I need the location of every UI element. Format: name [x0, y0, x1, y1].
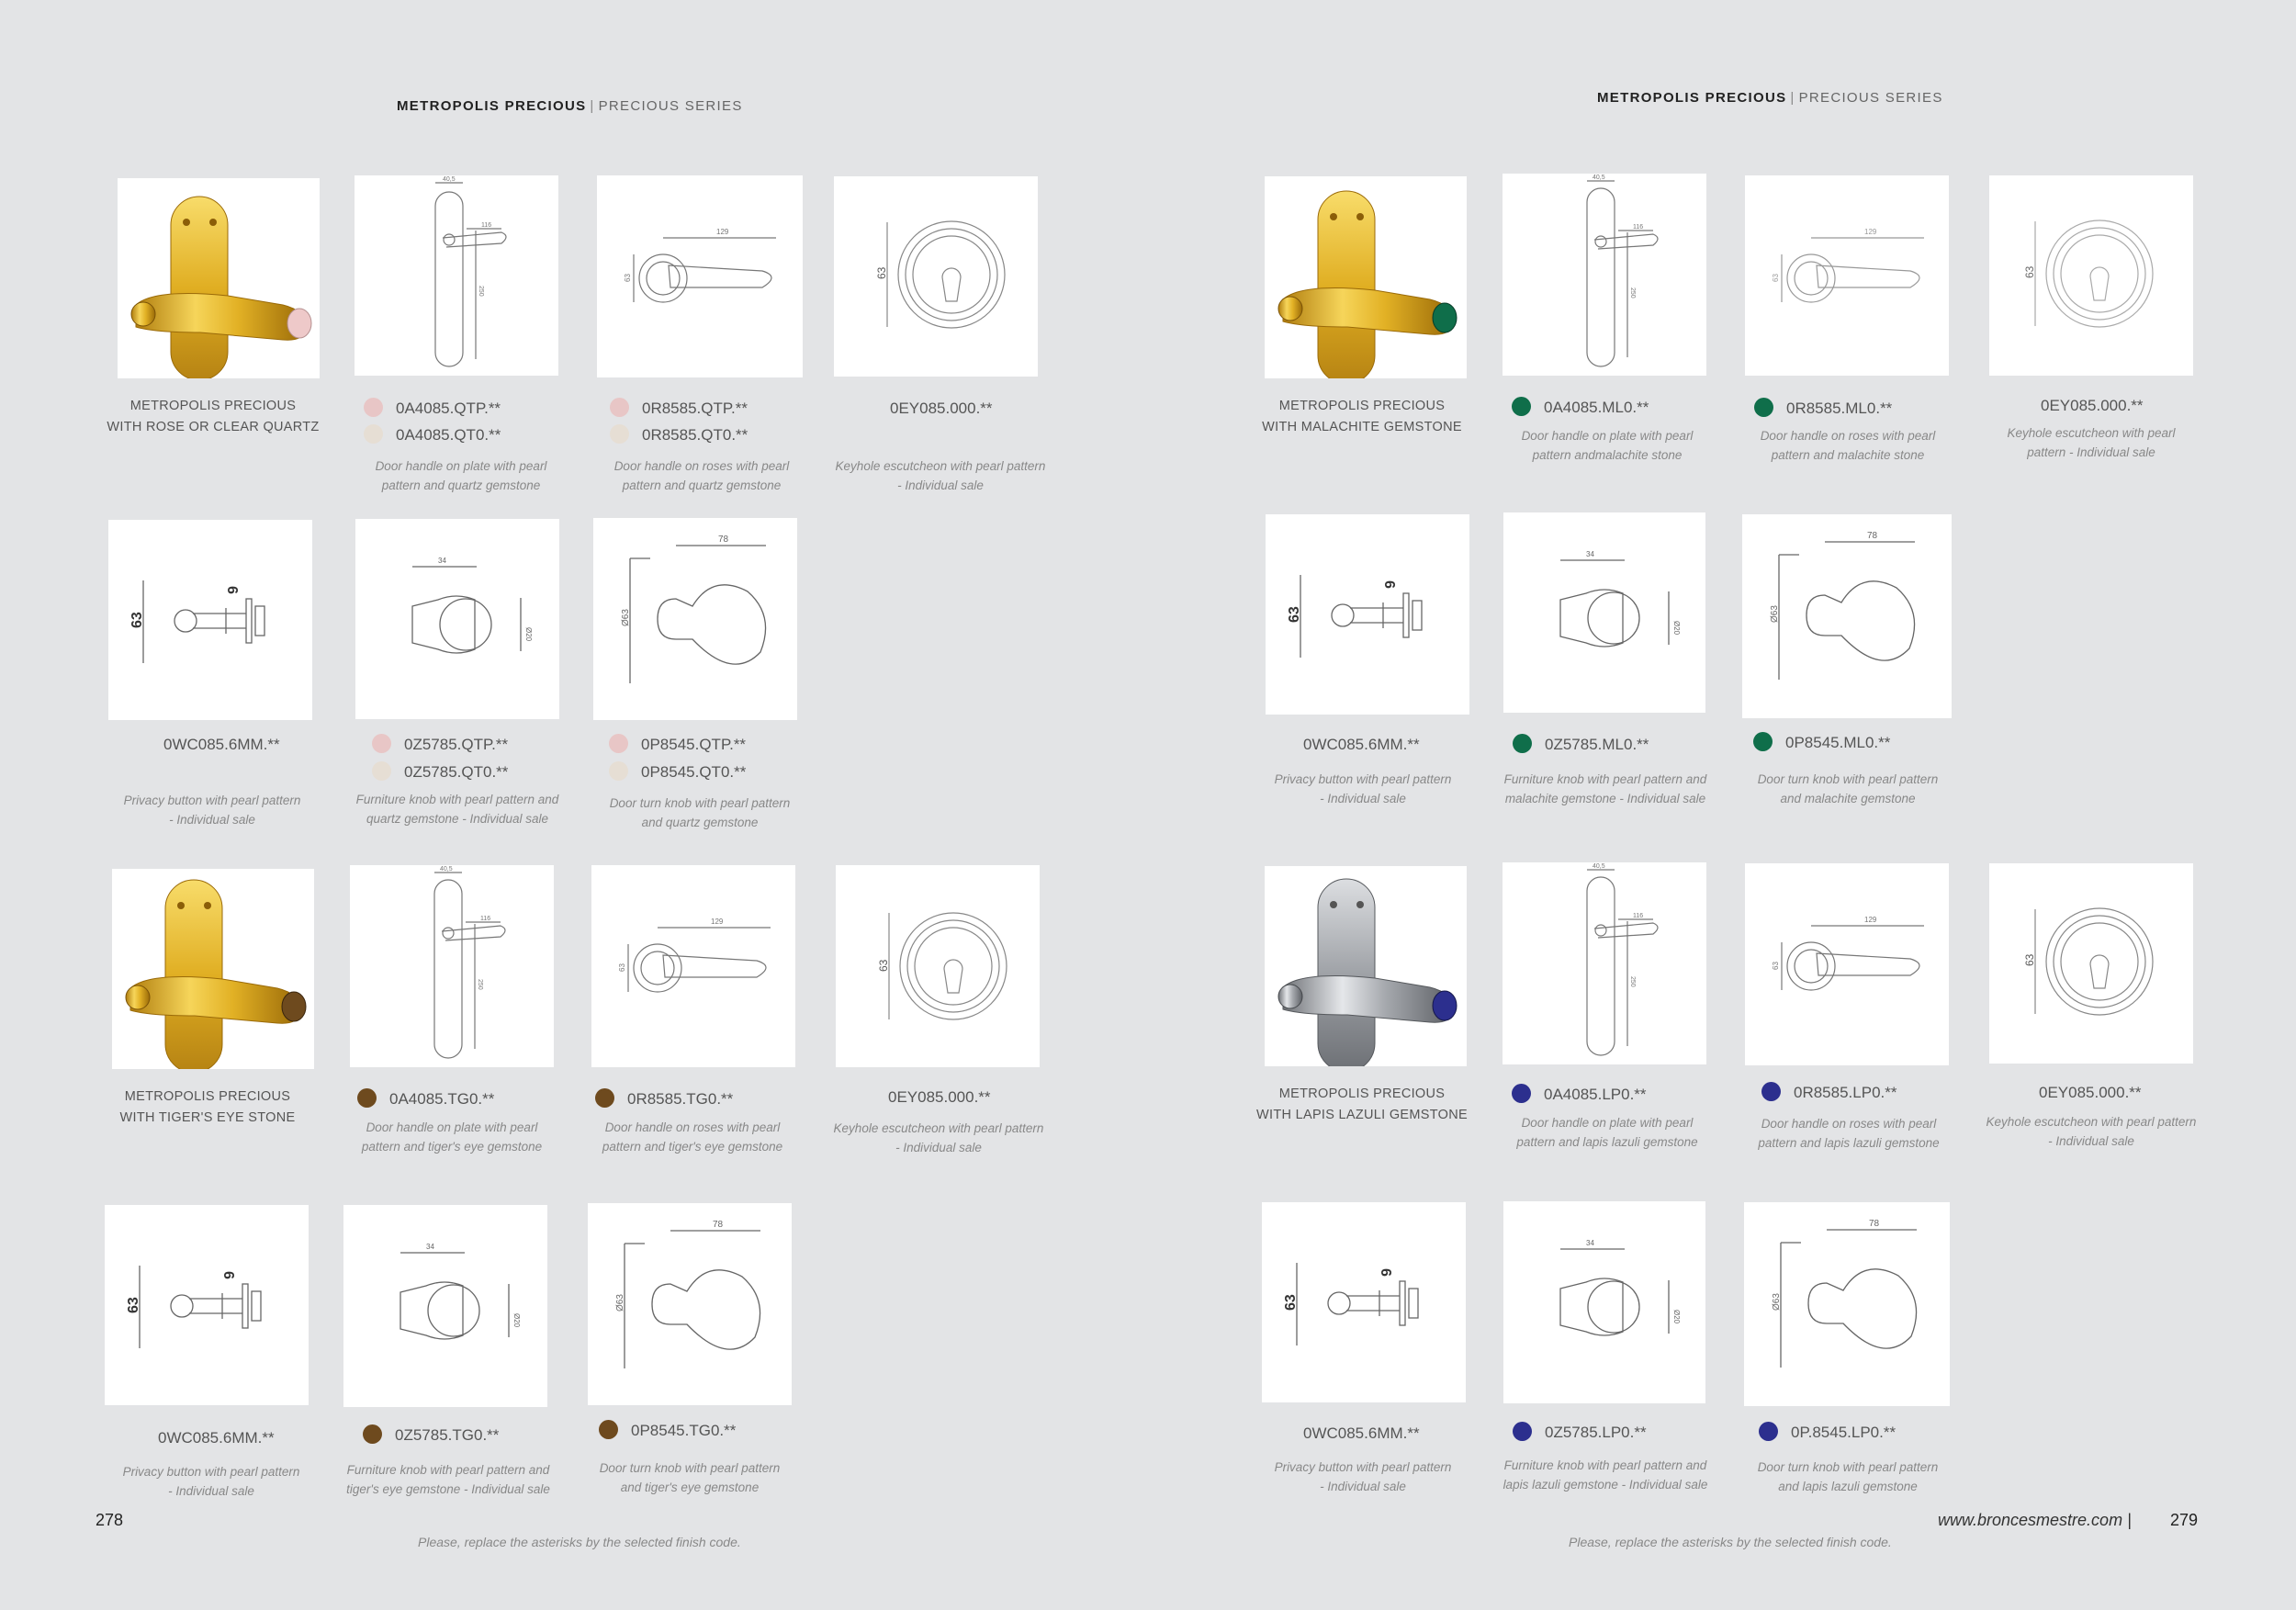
product-code: 0P8545.QTP.**: [609, 732, 746, 758]
svg-text:129: 129: [716, 228, 729, 236]
lapis-lazuli-swatch-icon: [1513, 1422, 1532, 1441]
product-code: 0Z5785.QTP.**: [372, 732, 508, 758]
product-description: Privacy button with pearl pattern - Individual sale: [123, 794, 301, 827]
svg-text:Ø63: Ø63: [621, 609, 631, 626]
drawing-keyhole-escutcheon: [834, 176, 1038, 377]
tigers-eye-swatch-icon: [595, 1088, 614, 1108]
lapis-lazuli-swatch-icon: [1759, 1422, 1778, 1441]
product-description: Door turn knob with pearl pattern and lapis lazuli gemstone: [1757, 1460, 1939, 1493]
drawing-handle-on-rose: [591, 865, 795, 1067]
product-description: Door handle on plate with pearl pattern andmalachite stone: [1521, 429, 1694, 462]
drawing-door-turn-knob: [593, 518, 797, 720]
website-separator: |: [2127, 1511, 2132, 1529]
drawing-door-turn-knob: [1744, 1202, 1950, 1406]
website-link[interactable]: www.broncesmestre.com |: [1938, 1511, 2132, 1529]
svg-text:250: 250: [1629, 976, 1636, 987]
drawing-handle-on-plate: [350, 865, 554, 1067]
product-description: Door handle on roses with pearl pattern and malachite stone: [1760, 429, 1936, 462]
svg-text:63: 63: [1772, 274, 1780, 282]
svg-text:Ø63: Ø63: [1770, 605, 1780, 623]
product-code: 0A4085.TG0.**: [357, 1086, 494, 1112]
product-description: Door handle on plate with pearl pattern and tiger's eye gemstone: [361, 1120, 543, 1154]
product-code: 0A4085.QTP.**: [364, 396, 501, 422]
drawing-privacy-button: [105, 1205, 309, 1405]
svg-text:250: 250: [478, 286, 484, 297]
svg-text:116: 116: [480, 916, 491, 922]
svg-text:129: 129: [1864, 916, 1877, 924]
product-description: Door turn knob with pearl pattern and tiger's eye gemstone: [599, 1461, 781, 1494]
svg-text:250: 250: [1629, 287, 1636, 298]
product-code: 0R8585.TG0.**: [595, 1086, 733, 1112]
drawing-door-turn-knob: [1742, 514, 1952, 718]
drawing-privacy-button: [1266, 514, 1469, 715]
svg-text:6: 6: [224, 586, 240, 594]
drawing-privacy-button: [1262, 1202, 1466, 1402]
rose-quartz-swatch-icon: [609, 734, 628, 753]
drawing-handle-on-plate: [355, 175, 558, 376]
product-code: 0WC085.6MM.**: [1303, 1424, 1420, 1442]
right-page: [1148, 0, 2296, 1610]
svg-text:34: 34: [426, 1243, 434, 1251]
page-number: 278: [96, 1511, 124, 1529]
lapis-lazuli-swatch-icon: [1761, 1082, 1781, 1101]
product-description: Door turn knob with pearl pattern and malachite gemstone: [1757, 772, 1939, 805]
product-code: 0Z5785.ML0.**: [1513, 732, 1649, 758]
product-description: Privacy button with pearl pattern - Individual sale: [122, 1465, 300, 1498]
header-series: PRECIOUS SERIES: [598, 98, 743, 114]
svg-text:78: 78: [713, 1220, 724, 1230]
product-code: 0EY085.000.**: [2041, 397, 2144, 414]
header-brand: METROPOLIS PRECIOUS: [1597, 90, 1787, 106]
product-code: 0A4085.LP0.**: [1512, 1082, 1647, 1108]
product-code: 0EY085.000.**: [2039, 1084, 2142, 1101]
drawing-keyhole-escutcheon: [836, 865, 1040, 1067]
footnote: Please, replace the asterisks by the selected finish code.: [1569, 1535, 1892, 1549]
svg-text:Ø20: Ø20: [512, 1313, 521, 1328]
product-description: Door handle on plate with pearl pattern and quartz gemstone: [375, 459, 547, 492]
product-description: Privacy button with pearl pattern - Individual sale: [1274, 772, 1452, 805]
product-description: Keyhole escutcheon with pearl pattern - Individual sale: [833, 1121, 1044, 1154]
malachite-swatch-icon: [1513, 734, 1532, 753]
svg-text:40,5: 40,5: [1593, 175, 1605, 181]
page-number: 279: [2170, 1511, 2199, 1529]
product-title: METROPOLIS PRECIOUS WITH LAPIS LAZULI GEMSTONE: [1256, 1086, 1468, 1122]
drawing-handle-on-rose: [597, 175, 803, 377]
product-code: 0EY085.000.**: [888, 1088, 991, 1106]
product-code: 0R8585.ML0.**: [1754, 396, 1892, 422]
svg-text:63: 63: [1287, 606, 1302, 623]
tigers-eye-swatch-icon: [363, 1424, 382, 1444]
header-brand: METROPOLIS PRECIOUS: [397, 98, 587, 114]
drawing-door-turn-knob: [588, 1203, 792, 1405]
clear-quartz-swatch-icon: [372, 761, 391, 781]
svg-text:116: 116: [1633, 224, 1644, 231]
svg-text:129: 129: [1864, 228, 1877, 236]
product-code: 0WC085.6MM.**: [158, 1429, 275, 1447]
rose-quartz-swatch-icon: [372, 734, 391, 753]
drawing-furniture-knob: [1503, 1201, 1705, 1403]
svg-text:Ø20: Ø20: [1672, 621, 1681, 636]
drawing-handle-on-plate: [1503, 862, 1706, 1064]
page-header: METROPOLIS PRECIOUS | PRECIOUS SERIES: [397, 98, 743, 114]
page-header: METROPOLIS PRECIOUS | PRECIOUS SERIES: [1597, 90, 1943, 106]
drawing-furniture-knob: [343, 1205, 547, 1407]
malachite-swatch-icon: [1753, 732, 1773, 751]
drawing-handle-on-plate: [1503, 174, 1706, 376]
svg-text:Ø20: Ø20: [524, 627, 533, 642]
clear-quartz-swatch-icon: [364, 424, 383, 444]
svg-text:6: 6: [1378, 1268, 1393, 1277]
svg-text:6: 6: [1381, 580, 1397, 589]
product-description: Door turn knob with pearl pattern and quartz gemstone: [609, 796, 791, 829]
svg-text:116: 116: [481, 222, 492, 229]
product-code: 0Z5785.LP0.**: [1513, 1420, 1647, 1446]
svg-text:63: 63: [2023, 265, 2036, 278]
drawing-handle-on-rose: [1745, 175, 1949, 376]
product-code: 0WC085.6MM.**: [163, 736, 280, 753]
drawing-furniture-knob: [355, 519, 559, 719]
product-photo-gold-malachite: [1265, 176, 1467, 378]
svg-text:63: 63: [126, 1297, 141, 1313]
svg-text:63: 63: [877, 959, 890, 972]
product-description: Door handle on roses with pearl pattern and quartz gemstone: [613, 459, 790, 492]
product-description: Door handle on plate with pearl pattern and lapis lazuli gemstone: [1516, 1116, 1698, 1149]
svg-text:63: 63: [624, 274, 632, 282]
svg-text:78: 78: [1867, 531, 1878, 541]
product-code: 0P8545.ML0.**: [1753, 730, 1890, 756]
product-photo-gold-rose-quartz: [118, 178, 320, 378]
lapis-lazuli-swatch-icon: [1512, 1084, 1531, 1103]
clear-quartz-swatch-icon: [610, 424, 629, 444]
svg-text:63: 63: [875, 266, 888, 279]
product-description: Furniture knob with pearl pattern and tiger's eye gemstone - Individual sale: [346, 1463, 550, 1496]
product-code: 0A4085.ML0.**: [1512, 395, 1649, 421]
product-photo-gold-tigers-eye: [112, 869, 314, 1069]
rose-quartz-swatch-icon: [610, 398, 629, 417]
drawing-handle-on-rose: [1745, 863, 1949, 1065]
svg-text:78: 78: [1869, 1219, 1880, 1229]
product-code: 0R8585.LP0.**: [1761, 1080, 1896, 1106]
svg-text:Ø20: Ø20: [1672, 1310, 1681, 1324]
tigers-eye-swatch-icon: [599, 1420, 618, 1439]
product-code: 0P.8545.LP0.**: [1759, 1420, 1896, 1446]
product-description: Furniture knob with pearl pattern and lapis lazuli gemstone - Individual sale: [1503, 1458, 1708, 1492]
svg-text:63: 63: [2023, 953, 2036, 966]
product-title: METROPOLIS PRECIOUS WITH MALACHITE GEMSTONE: [1262, 399, 1462, 434]
footnote: Please, replace the asterisks by the selected finish code.: [418, 1535, 741, 1549]
svg-text:Ø63: Ø63: [615, 1294, 625, 1312]
svg-text:34: 34: [438, 557, 446, 565]
product-title: METROPOLIS PRECIOUS WITH TIGER'S EYE STONE: [119, 1089, 296, 1125]
product-description: Keyhole escutcheon with pearl pattern - Individual sale: [1986, 1115, 2197, 1148]
svg-text:63: 63: [1772, 962, 1780, 970]
svg-text:34: 34: [1586, 1239, 1594, 1247]
product-code: 0P8545.TG0.**: [599, 1418, 736, 1444]
svg-text:40,5: 40,5: [1593, 863, 1605, 870]
product-code: 0WC085.6MM.**: [1303, 736, 1420, 753]
svg-text:116: 116: [1633, 913, 1644, 919]
svg-text:6: 6: [220, 1271, 236, 1279]
drawing-privacy-button: [108, 520, 312, 720]
svg-text:78: 78: [718, 535, 729, 545]
tigers-eye-swatch-icon: [357, 1088, 377, 1108]
product-code: 0Z5785.TG0.**: [363, 1423, 499, 1448]
malachite-swatch-icon: [1512, 397, 1531, 416]
header-series: PRECIOUS SERIES: [1798, 90, 1943, 106]
drawing-keyhole-escutcheon: [1989, 863, 2193, 1064]
product-description: Keyhole escutcheon with pearl pattern - Individual sale: [835, 459, 1046, 492]
product-description: Door handle on roses with pearl pattern and tiger's eye gemstone: [602, 1120, 783, 1154]
product-code: 0Z5785.QT0.**: [372, 760, 508, 785]
svg-text:250: 250: [477, 979, 483, 990]
svg-text:63: 63: [1283, 1294, 1299, 1311]
svg-text:63: 63: [618, 963, 626, 972]
svg-text:40,5: 40,5: [440, 866, 453, 873]
product-code: 0EY085.000.**: [890, 400, 993, 417]
product-code: 0P8545.QT0.**: [609, 760, 746, 785]
product-description: Keyhole escutcheon with pearl pattern - Individual sale: [2007, 426, 2176, 459]
svg-text:34: 34: [1586, 550, 1594, 558]
svg-text:63: 63: [129, 612, 145, 628]
drawing-keyhole-escutcheon: [1989, 175, 2193, 376]
rose-quartz-swatch-icon: [364, 398, 383, 417]
svg-text:40,5: 40,5: [443, 176, 456, 183]
drawing-furniture-knob: [1503, 512, 1705, 713]
product-photo-chrome-lapis: [1265, 866, 1467, 1066]
svg-text:Ø63: Ø63: [1772, 1293, 1782, 1311]
product-code: 0A4085.QT0.**: [364, 422, 501, 448]
malachite-swatch-icon: [1754, 398, 1773, 417]
clear-quartz-swatch-icon: [609, 761, 628, 781]
product-description: Furniture knob with pearl pattern and quartz gemstone - Individual sale: [355, 793, 559, 826]
svg-text:129: 129: [711, 918, 724, 926]
product-description: Door handle on roses with pearl pattern and lapis lazuli gemstone: [1758, 1117, 1940, 1150]
product-title: METROPOLIS PRECIOUS WITH ROSE OR CLEAR QUARTZ: [107, 399, 320, 434]
product-code: 0R8585.QT0.**: [610, 422, 748, 448]
product-code: 0R8585.QTP.**: [610, 396, 748, 422]
product-description: Privacy button with pearl pattern - Individual sale: [1274, 1460, 1452, 1493]
product-description: Furniture knob with pearl pattern and malachite gemstone - Individual sale: [1503, 772, 1707, 805]
